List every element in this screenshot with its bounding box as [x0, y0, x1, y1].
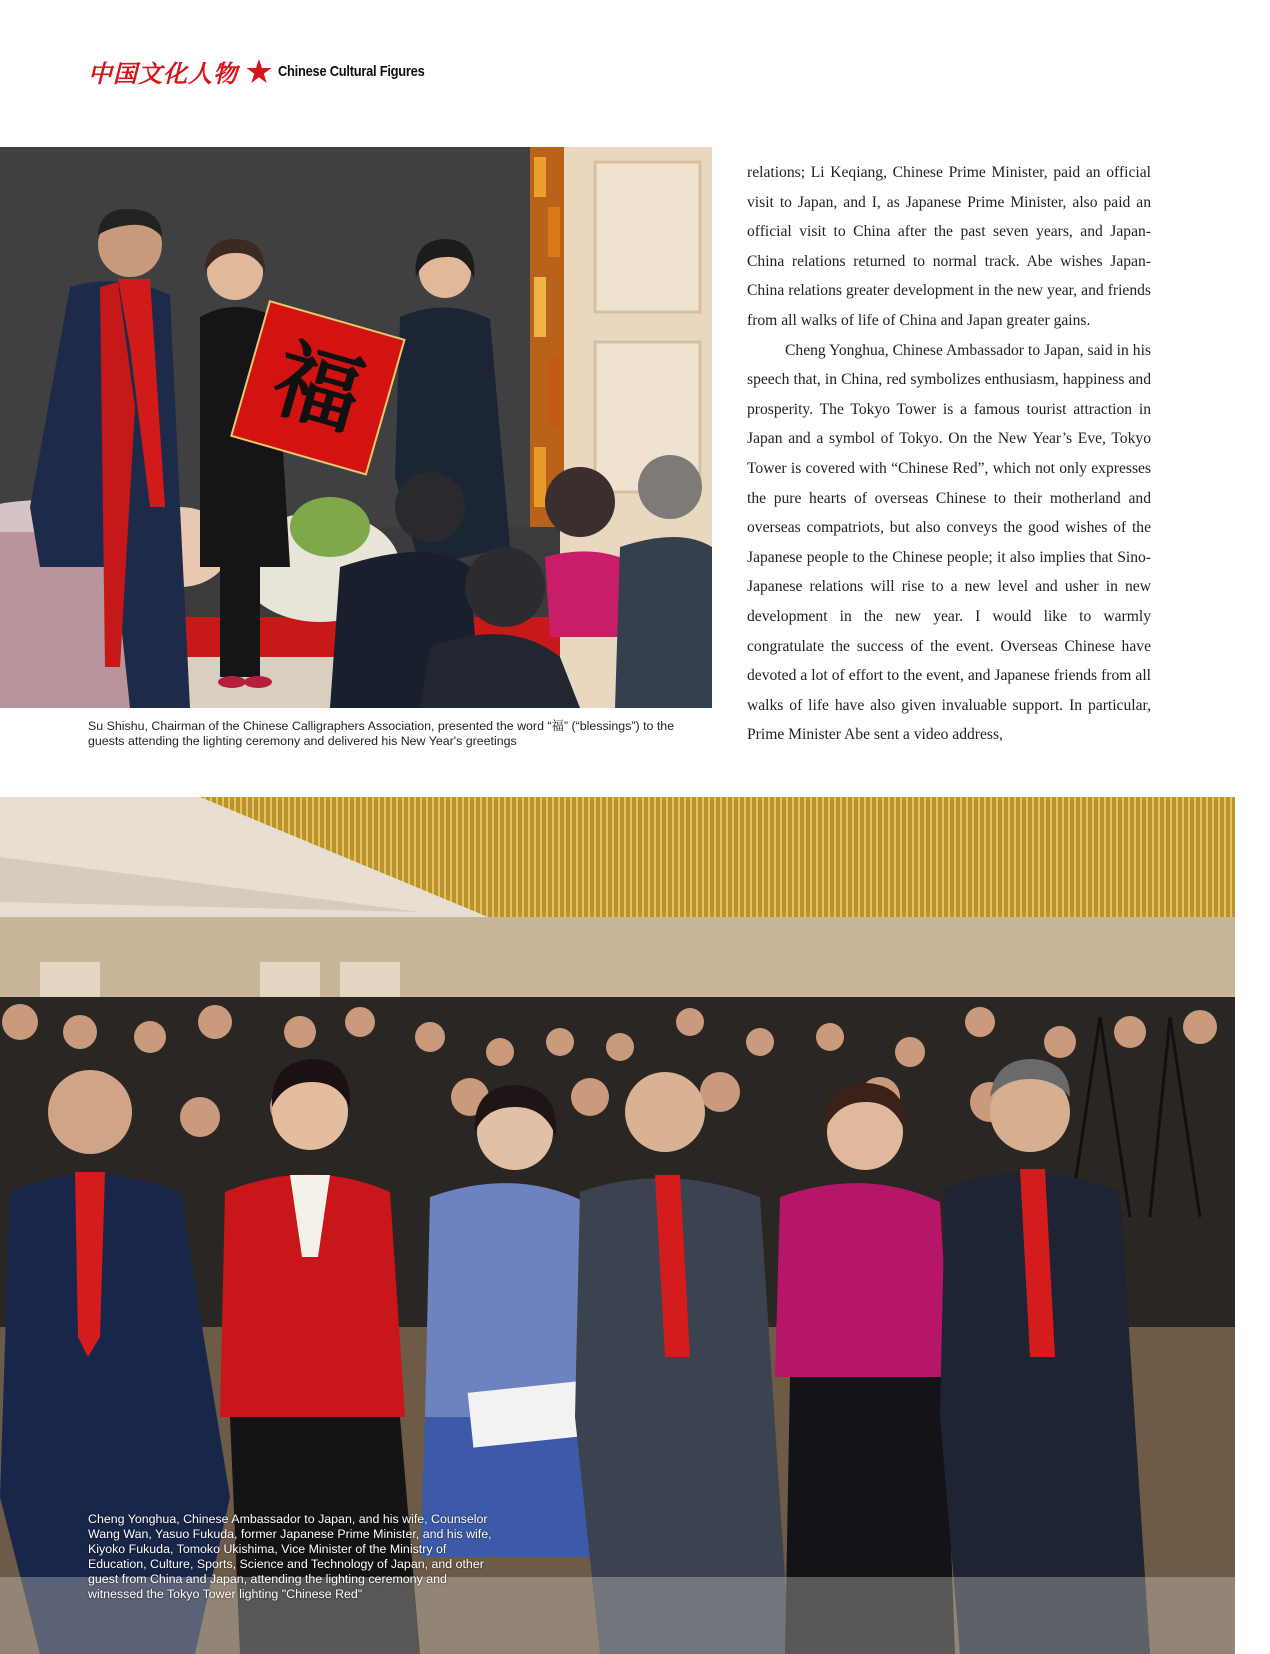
- article-body: [747, 158, 1151, 750]
- red-star-icon: [246, 58, 272, 84]
- photo-caption-top: Su Shishu, Chairman of the Chinese Calligraphers Association, presented the word “福” (“blessings”) to the guests attending the lighting ceremony and delivered his New Year's greetings: [88, 719, 675, 748]
- article-paragraph: relations; Li Keqiang, Chinese Prime Minister, paid an official visit to Japan, and I, as Japanese Prime Minister, also paid an official visit to China after the past seven years, and Japan-China relations returned to normal track. Abe wishes Japan-China relations greater development in the new year, and friends from all walks of life of China and Japan greater gains.: [747, 164, 1151, 329]
- photo-caption-bottom: Cheng Yonghua, Chinese Ambassador to Japan, and his wife, Counselor Wang Wan, Yasuo Fukuda, former Japanese Prime Minister, and his wife, Kiyoko Fukuda, Tomoko Ukishima, Vice Minister of the Ministry of Education, Culture, Sports, Science and Technology of Japan, and other guest from China and Japan, attending the lighting ceremony and witnessed the Tokyo Tower lighting "Chinese Red": [88, 1512, 492, 1601]
- page-header: [88, 54, 448, 88]
- header-title-chinese: 中国文化人物: [88, 58, 238, 88]
- photo-calligraphy-presentation: [0, 147, 712, 708]
- article-paragraph: Cheng Yonghua, Chinese Ambassador to Japan, said in his speech that, in China, red symbolizes enthusiasm, happiness and prosperity. The Tokyo Tower is a famous tourist attraction in Japan and a symbol of Tokyo. On the New Year’s Eve, Tokyo Tower is covered with “Chinese Red”, which not only expresses the pure hearts of overseas Chinese to their motherland and overseas compatriots, but also conveys the good wishes of the Japanese people to the Chinese people; it also implies that Sino-Japanese relations will rise to a new level and usher in new development in the new year. I would like to warmly congratulate the success of the event. Overseas Chinese have devoted a lot of effort to the event, and Japanese friends from all walks of life have also given invaluable support. In particular, Prime Minister Abe sent a video address,: [747, 341, 1151, 744]
- header-title-english: Chinese Cultural Figures: [278, 62, 425, 80]
- banner-character: 福: [262, 327, 373, 449]
